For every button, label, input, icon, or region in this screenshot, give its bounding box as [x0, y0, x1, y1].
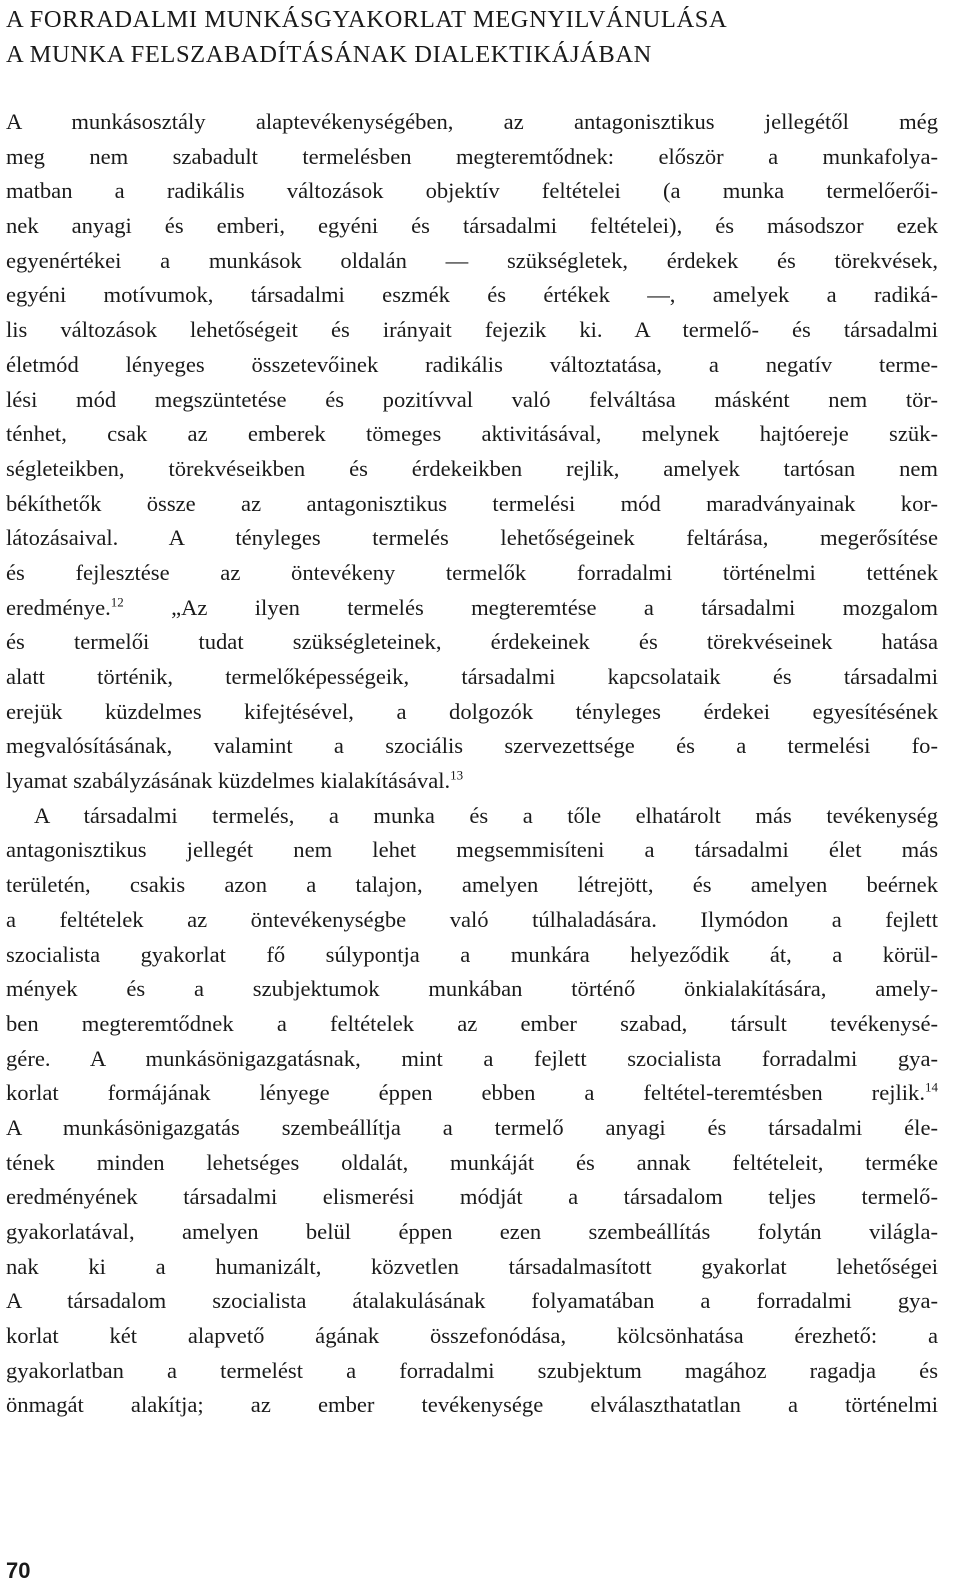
text-line: lési mód megszüntetése és pozitívval való felváltása másként nem tör- — [6, 386, 938, 412]
text-line: matban a radikális változások objektív feltételei (a munka termelőerői- — [6, 178, 938, 204]
chapter-heading — [6, 2, 936, 72]
text-line: és fejlesztése az öntevékeny termelők forradalmi történelmi tettének — [6, 559, 938, 585]
text-line: a feltételek az öntevékenységbe való túlhaladására. Ilymódon a fejlett — [6, 906, 938, 932]
text-line: gyakorlatával, amelyen belül éppen ezen szembeállítás folytán világla- — [6, 1219, 938, 1244]
text-line: antagonisztikus jellegét nem lehet megsemmisíteni a társadalmi élet más — [6, 837, 938, 863]
text-line: önmagát alakítja; az ember tevékenysége elválaszthatatlan a történelmi — [6, 1392, 938, 1418]
text-line: A társadalmi termelés, a munka és a tőle elhatárolt más tevékenység — [34, 802, 938, 828]
text-line: korlat két alapvető ágának összefonódása, kölcsönhatása érezhető: a — [6, 1323, 938, 1349]
text-line: ségleteikben, törekvéseikben és érdekeikben rejlik, amelyek tartósan nem — [6, 455, 938, 481]
text-segment: lyamat szabályzásának küzdelmes kialakításával. — [6, 768, 451, 794]
footnote-marker: 14 — [925, 1079, 938, 1095]
text-line: gére. A munkásönigazgatásnak, mint a fejlett szocialista forradalmi gya- — [6, 1045, 938, 1071]
text-line: alatt történik, termelőképességeik, társadalmi kapcsolataik és társadalmi — [6, 664, 938, 689]
text-line: A munkásosztály alaptevékenységében, az antagonisztikus jellegétől még — [6, 109, 938, 134]
text-segment: korlat formájának lényege éppen ebben a feltétel-teremtésben rejlik. — [6, 1080, 925, 1106]
text-line: és termelői tudat szükségleteinek, érdekeinek és törekvéseinek hatása — [6, 629, 938, 655]
text-line-with-footnote — [6, 591, 938, 626]
text-line: tének minden lehetséges oldalát, munkáját és annak feltételeit, terméke — [6, 1149, 938, 1175]
text-line-with-footnote — [6, 764, 938, 799]
page-number: 70 — [6, 1558, 31, 1583]
text-line: életmód lényeges összetevőinek radikális változtatása, a negatív terme- — [6, 351, 938, 377]
text-line: szocialista gyakorlat fő súlypontja a munkára helyeződik át, a körül- — [6, 941, 938, 967]
footnote-marker: 13 — [450, 767, 464, 783]
text-line: lis változások lehetőségeit és irányait fejezik ki. A termelő- és társadalmi — [6, 317, 938, 343]
text-line: gyakorlatban a termelést a forradalmi szubjektum magához ragadja és — [6, 1357, 938, 1383]
text-line: egyéni motívumok, társadalmi eszmék és értékek —, amelyek a radiká- — [6, 282, 938, 308]
text-line: A munkásönigazgatás szembeállítja a termelő anyagi és társadalmi éle- — [6, 1114, 938, 1140]
heading-line-2: A MUNKA FELSZABADÍTÁSÁNAK DIALEKTIKÁJÁBAN — [6, 41, 652, 68]
text-line: területén, csakis azon a talajon, amelyen létrejött, és amelyen beérnek — [6, 872, 938, 898]
text-line: nak ki a humanizált, közvetlen társadalmasított gyakorlat lehetőségei — [6, 1253, 938, 1279]
text-line: látozásaival. A tényleges termelés lehetőségeinek feltárása, megerősítése — [6, 525, 938, 551]
footnote-marker: 12 — [110, 594, 124, 610]
text-line: egyenértékei a munkások oldalán — szükségletek, érdekek és törekvések, — [6, 247, 938, 273]
text-segment: eredménye. — [6, 594, 111, 620]
text-line: mények és a szubjektumok munkában történő önkialakítására, amely- — [6, 976, 938, 1002]
heading-line-1: A FORRADALMI MUNKÁSGYAKORLAT MEGNYILVÁNULÁSA — [6, 6, 728, 33]
text-line: meg nem szabadult termelésben megteremtődnek: először a munkafolya- — [6, 143, 938, 169]
text-line: eredményének társadalmi elismerési módját a társadalom teljes termelő- — [6, 1184, 938, 1210]
body-text — [6, 105, 938, 1423]
text-segment: „Az ilyen termelés megteremtése a társadalmi mozgalom — [171, 594, 939, 620]
text-line-with-footnote — [6, 1076, 938, 1111]
text-line: nek anyagi és emberi, egyéni és társadalmi feltételei), és másodszor ezek — [6, 213, 938, 239]
text-line: ben megteremtődnek a feltételek az ember szabad, társult tevékenysé- — [6, 1010, 938, 1036]
text-line: békíthetők össze az antagonisztikus termelési mód maradványainak kor- — [6, 490, 938, 516]
text-line: erejük küzdelmes kifejtésével, a dolgozók tényleges érdekei egyesítésének — [6, 698, 938, 724]
text-line: megvalósításának, valamint a szociális szervezettsége és a termelési fo- — [6, 733, 938, 759]
text-line: ténhet, csak az emberek tömeges aktivitásával, melynek hajtóereje szük- — [6, 421, 938, 447]
text-line: A társadalom szocialista átalakulásának folyamatában a forradalmi gya- — [6, 1288, 938, 1314]
